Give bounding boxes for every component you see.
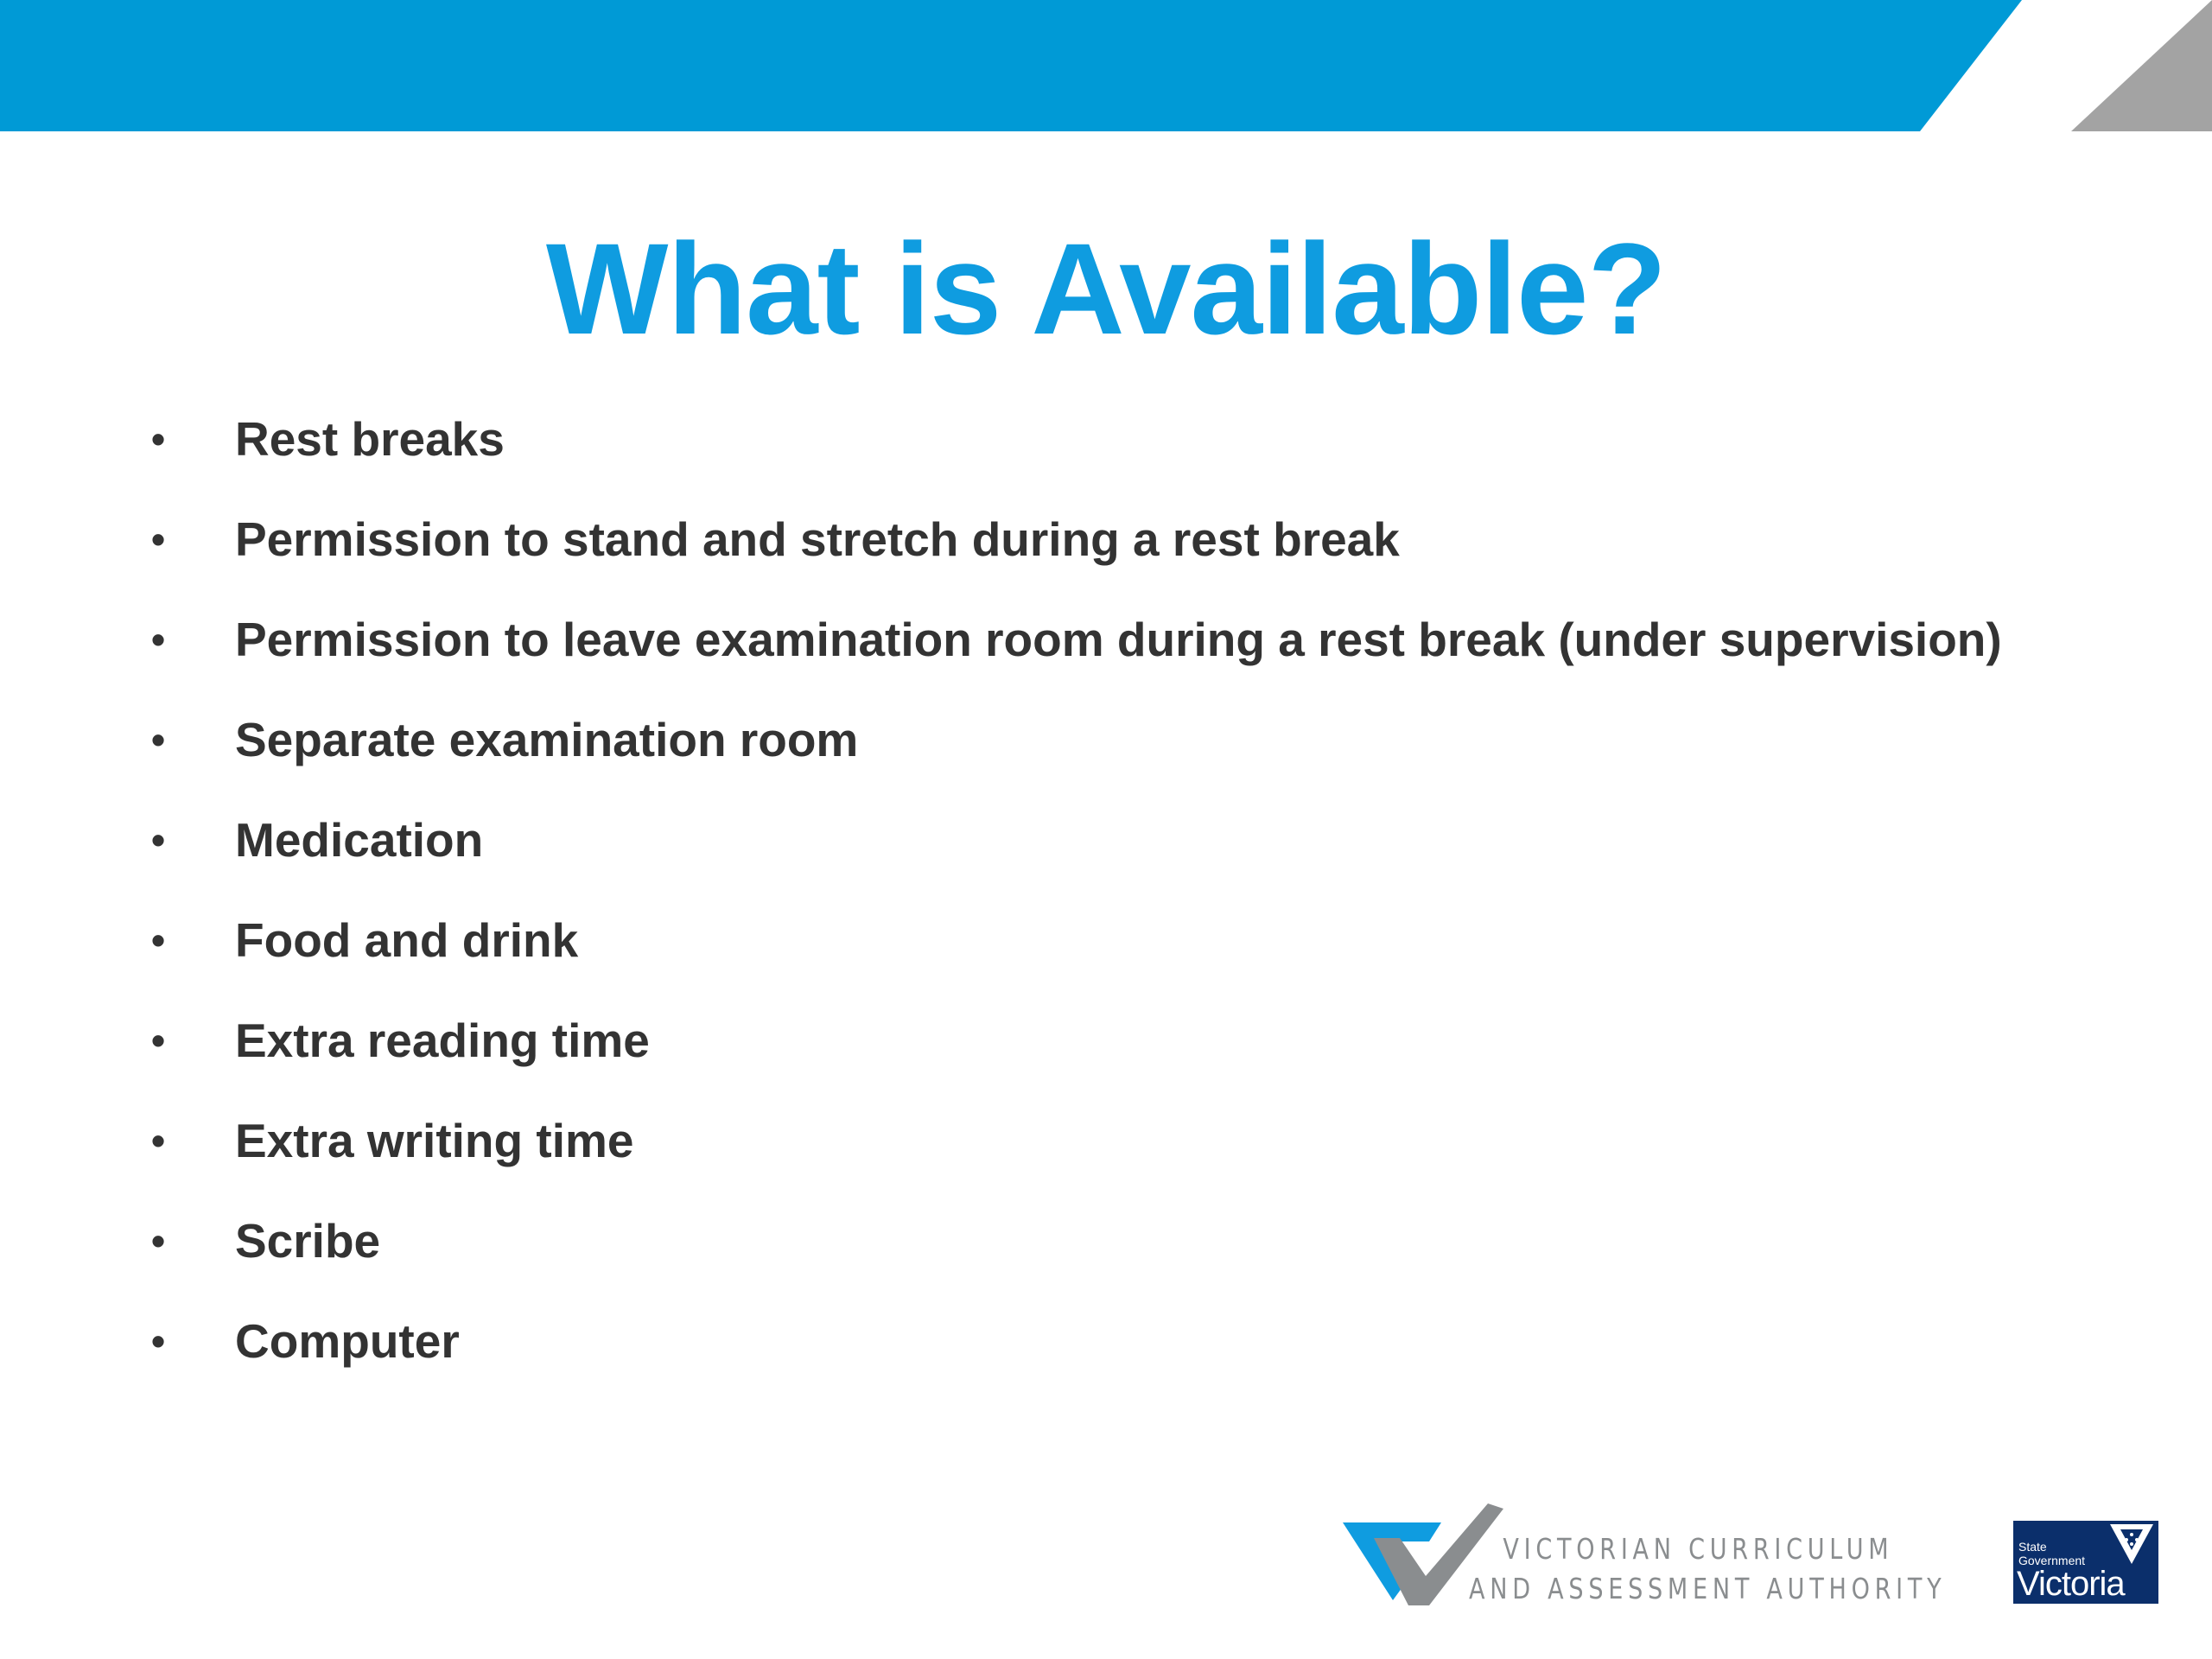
vic-logo-state: State <box>2018 1540 2047 1554</box>
bullet-icon: • <box>151 1218 166 1263</box>
vcaa-wordmark-line-2: AND ASSESSMENT AUTHORITY <box>1469 1572 1947 1605</box>
banner-gray-triangle <box>2071 0 2212 131</box>
bullet-icon: • <box>151 717 166 762</box>
bullet-text: Separate examination room <box>235 713 859 766</box>
list-item <box>0 404 2212 505</box>
bullet-icon: • <box>151 416 166 461</box>
slide-title: What is Available? <box>545 216 1667 361</box>
southern-cross-icon <box>2108 1522 2155 1566</box>
bullet-text: Food and drink <box>235 913 579 967</box>
list-item <box>0 1206 2212 1306</box>
vic-logo-small-text <box>2018 1540 2085 1567</box>
vcaa-wordmark <box>1469 1529 1947 1609</box>
bullet-icon: • <box>151 517 166 562</box>
bullet-text: Extra writing time <box>235 1114 634 1167</box>
bullet-icon: • <box>151 918 166 963</box>
bullet-text: Scribe <box>235 1214 381 1268</box>
bullet-list <box>0 404 2212 1407</box>
vic-logo-name: Victoria <box>2017 1565 2125 1603</box>
vcaa-wordmark-line-1: VICTORIAN CURRICULUM <box>1503 1532 1894 1566</box>
bullet-text: Rest breaks <box>235 412 505 466</box>
bullet-text: Computer <box>235 1314 460 1368</box>
list-item <box>0 505 2212 605</box>
list-item <box>0 805 2212 906</box>
bullet-text: Extra reading time <box>235 1014 650 1067</box>
list-item <box>0 705 2212 805</box>
bullet-icon: • <box>151 817 166 862</box>
bullet-text: Permission to leave examination room during a rest break (under supervision) <box>235 613 2002 666</box>
bullet-icon: • <box>151 1118 166 1163</box>
list-item <box>0 906 2212 1006</box>
list-item <box>0 1306 2212 1407</box>
top-banner <box>0 0 2212 134</box>
list-item <box>0 605 2212 705</box>
list-item <box>0 1006 2212 1106</box>
banner-blue-stripe <box>0 0 2022 131</box>
bullet-icon: • <box>151 617 166 662</box>
bullet-icon: • <box>151 1319 166 1363</box>
list-item <box>0 1106 2212 1206</box>
bullet-text: Permission to stand and stretch during a rest break <box>235 512 1400 566</box>
vcaa-logo <box>1339 1503 1947 1616</box>
bullet-text: Medication <box>235 813 484 867</box>
state-government-victoria-logo <box>2013 1521 2158 1604</box>
vic-logo-government: Government <box>2018 1554 2086 1567</box>
bullet-icon: • <box>151 1018 166 1063</box>
